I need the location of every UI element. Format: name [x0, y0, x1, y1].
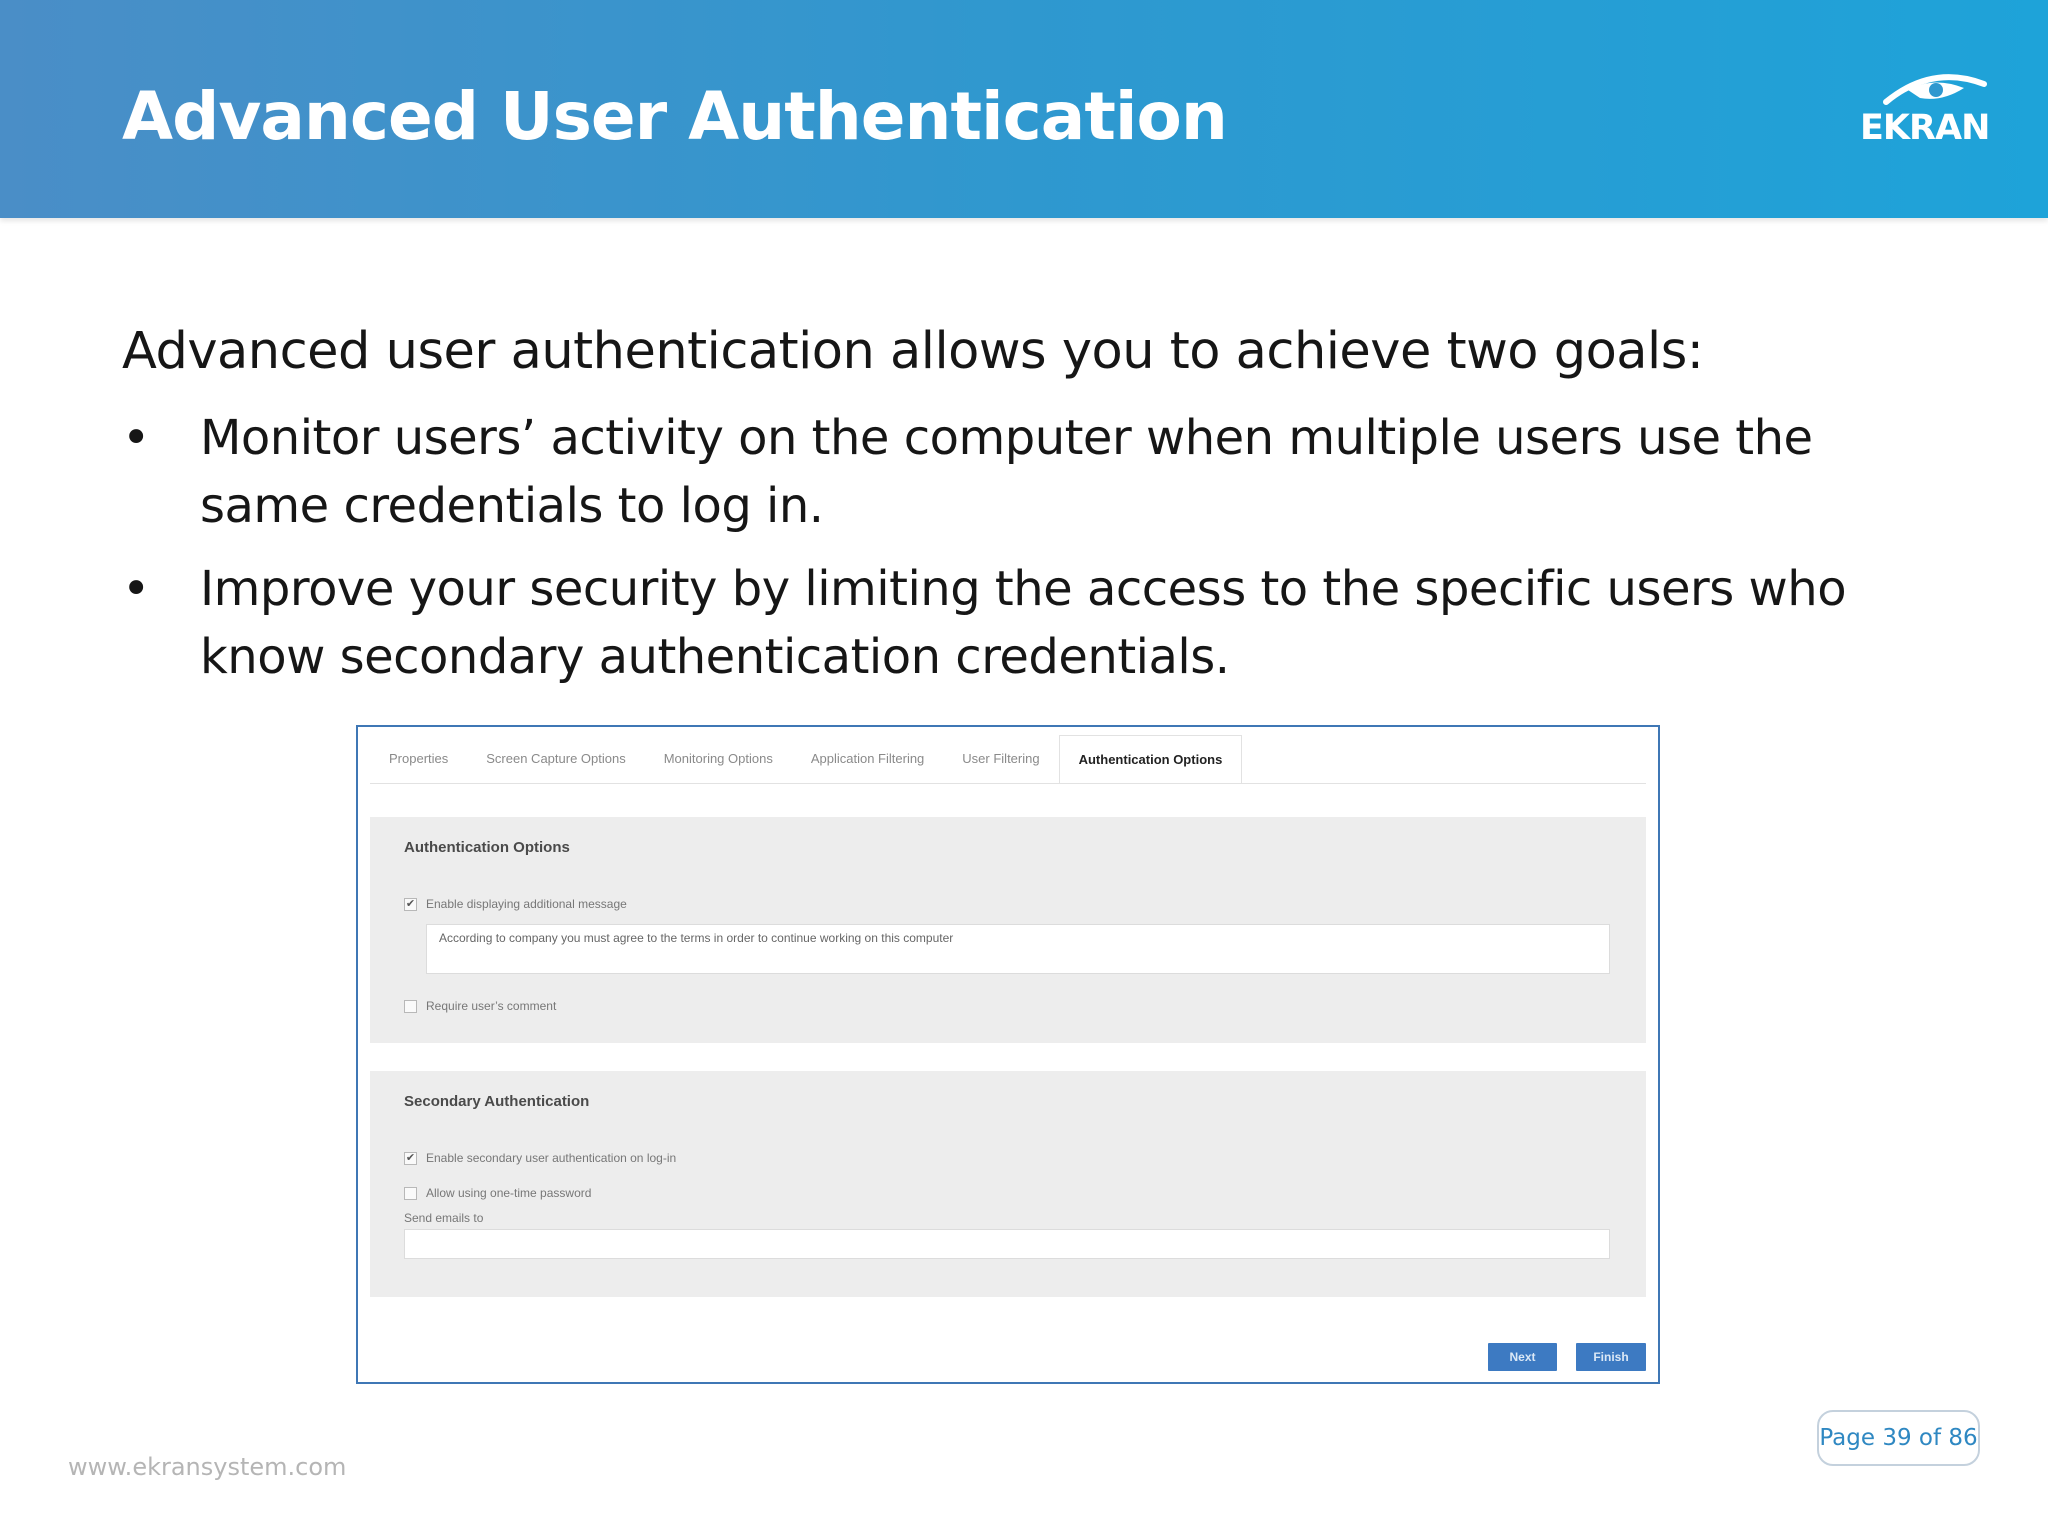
enable-message-checkbox[interactable]: ✔: [405, 898, 416, 910]
tab-divider: [370, 783, 1646, 784]
bullet-text: Improve your security by limiting the access to the specific users who know secondary authentication credentials.: [200, 561, 1847, 685]
additional-message-textarea[interactable]: According to company you must agree to the terms in order to continue working on this computer: [426, 924, 1610, 974]
bullet-icon: •: [122, 410, 151, 466]
one-time-password-checkbox[interactable]: [404, 1187, 417, 1200]
require-comment-checkbox[interactable]: [404, 1000, 417, 1013]
header-band: [0, 0, 2048, 218]
goals-list: [122, 404, 1952, 706]
send-emails-label: Send emails to: [404, 1211, 484, 1225]
tab-application-filtering[interactable]: Application Filtering: [810, 751, 925, 766]
website-url[interactable]: www.ekransystem.com: [68, 1453, 347, 1481]
finish-button[interactable]: Finish: [1576, 1343, 1646, 1371]
bullet-icon: •: [122, 561, 151, 617]
ekran-logo: [1860, 68, 1990, 152]
next-button[interactable]: Next: [1488, 1343, 1557, 1371]
enable-message-label: Enable displaying additional message: [426, 897, 627, 911]
slide-title: Advanced User Authentication: [122, 78, 1227, 155]
logo-text: EKRAN: [1860, 108, 1990, 148]
list-item: [122, 555, 1952, 691]
one-time-password-label: Allow using one-time password: [426, 1186, 592, 1200]
list-item: [122, 404, 1952, 540]
enable-secondary-auth-checkbox[interactable]: ✔: [405, 1152, 416, 1164]
tab-user-filtering[interactable]: User Filtering: [962, 751, 1040, 766]
bullet-text: Monitor users’ activity on the computer when multiple users use the same credentials to log in.: [200, 410, 1813, 534]
intro-text: Advanced user authentication allows you to achieve two goals:: [122, 322, 1704, 381]
tab-properties[interactable]: Properties: [389, 751, 449, 766]
panel-title: Authentication Options: [404, 839, 570, 856]
page-number-badge: Page 39 of 86: [1817, 1410, 1980, 1466]
tab-screen-capture-options[interactable]: Screen Capture Options: [486, 751, 626, 766]
panel-title: Secondary Authentication: [404, 1093, 590, 1110]
tab-authentication-options[interactable]: Authentication Options: [1059, 735, 1243, 783]
settings-screenshot: [356, 725, 1660, 1384]
secondary-authentication-panel: [370, 1071, 1646, 1297]
require-comment-label: Require user’s comment: [426, 999, 557, 1013]
send-emails-input[interactable]: [404, 1229, 1610, 1259]
enable-secondary-auth-label: Enable secondary user authentication on log-in: [426, 1151, 677, 1165]
tab-monitoring-options[interactable]: Monitoring Options: [663, 751, 773, 766]
tab-bar: [370, 735, 1242, 783]
authentication-options-panel: [370, 817, 1646, 1043]
